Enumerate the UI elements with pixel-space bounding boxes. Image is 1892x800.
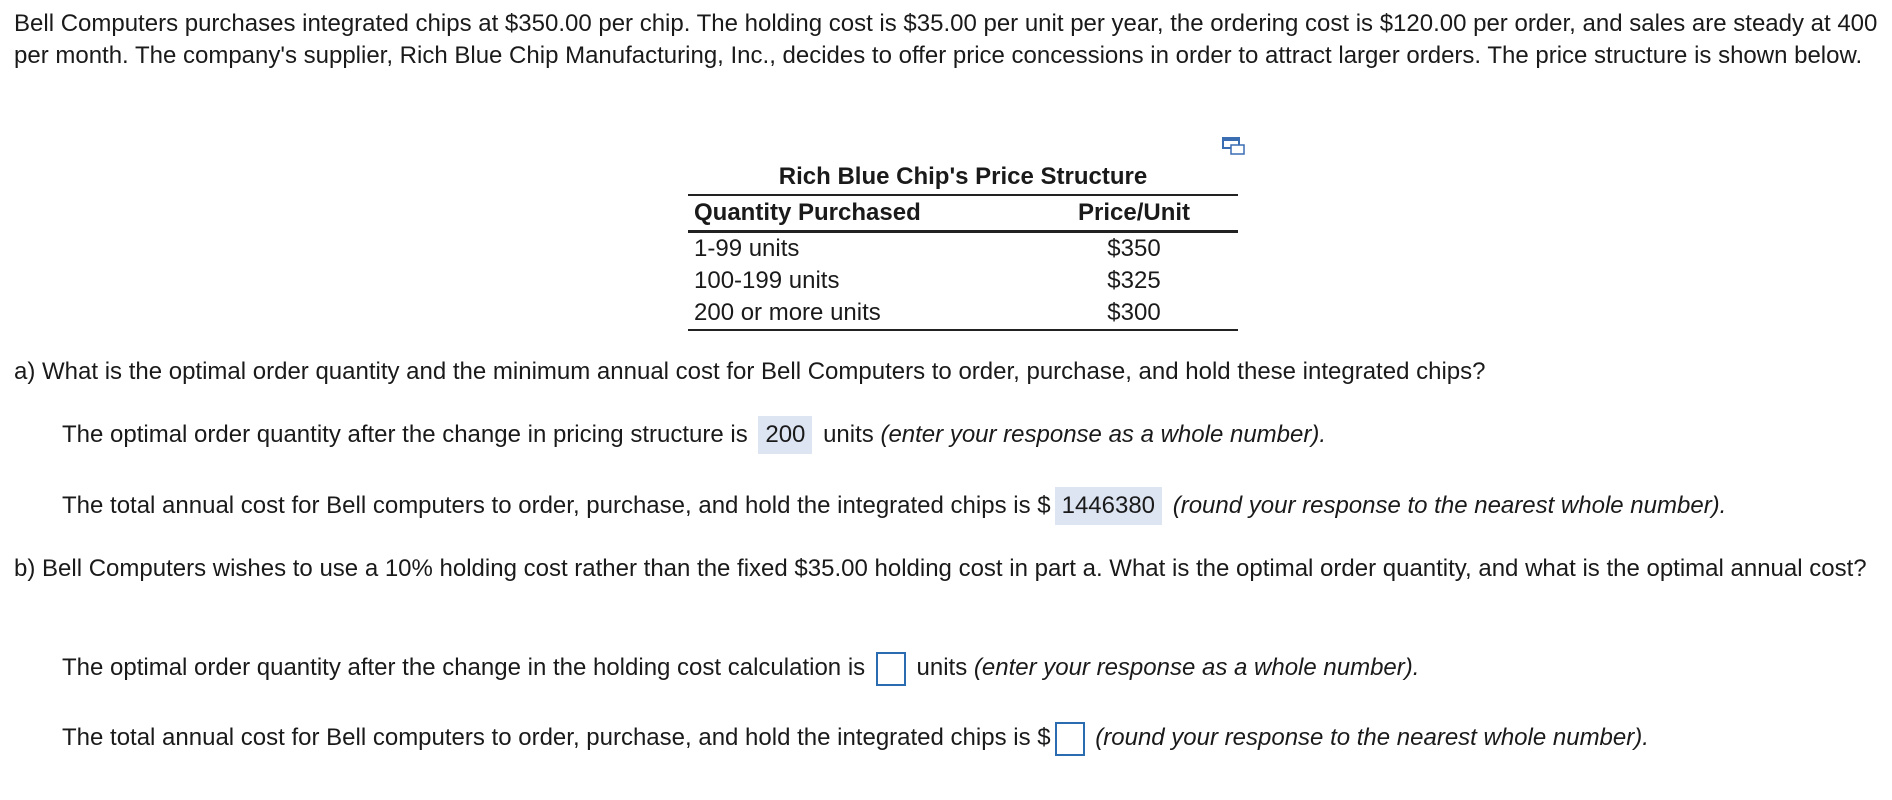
part-b-question: b) Bell Computers wishes to use a 10% holding cost rather than the fixed $35.00 holding cost in part a. What is the optimal order quantity, and what is the optimal annual cost? — [14, 555, 1867, 582]
problem-statement: Bell Computers purchases integrated chips at $350.00 per chip. The holding cost is $35.00 per unit per year, the ordering cost is $120.00 per order, and sales are steady at 400 per month. The company's supplier, Rich Blue Chip Manufacturing, Inc., decides to offer price concessions in order to attract larger orders. The price structure is shown below. — [14, 10, 1878, 69]
table-title: Rich Blue Chip's Price Structure — [778, 163, 1148, 190]
part-b-quantity-units: units — [916, 654, 968, 681]
part-a-quantity-units: units — [823, 421, 874, 448]
price-cell: $300 — [1030, 297, 1238, 330]
table-row — [688, 232, 1238, 266]
quantity-cell: 200 or more units — [688, 297, 1030, 330]
part-a-cost-prefix: The total annual cost for Bell computers to order, purchase, and hold the integrated chips is $ — [62, 492, 1051, 519]
table-row — [688, 265, 1238, 297]
price-structure-table-container — [688, 160, 1238, 331]
part-b-cost-answer-line — [62, 719, 1649, 757]
price-cell: $350 — [1107, 235, 1161, 262]
part-a-question: a) What is the optimal order quantity and the minimum annual cost for Bell Computers to order, purchase, and hold these integrated chips? — [14, 358, 1486, 385]
table-header-row — [688, 195, 1238, 232]
price-cell: $325 — [1107, 267, 1161, 294]
quantity-cell: 1-99 units — [694, 235, 800, 262]
part-a-quantity-input[interactable]: 200 — [758, 416, 812, 454]
quantity-cell: 100-199 units — [694, 267, 840, 294]
part-b-cost-hint: (round your response to the nearest whole number). — [1095, 724, 1649, 751]
popout-window-icon[interactable] — [1222, 136, 1246, 156]
part-a-cost-input[interactable]: 1446380 — [1055, 487, 1162, 525]
part-b-quantity-answer-line — [62, 649, 1419, 687]
part-b-cost-prefix: The total annual cost for Bell computers to order, purchase, and hold the integrated chips is $ — [62, 724, 1051, 751]
part-a-cost-answer-line — [62, 487, 1726, 525]
header-quantity-purchased: Quantity Purchased — [688, 195, 1030, 232]
price-structure-table — [688, 194, 1238, 331]
part-a-quantity-prefix: The optimal order quantity after the change in pricing structure is — [62, 421, 748, 448]
table-row — [688, 297, 1238, 330]
part-b-quantity-prefix: The optimal order quantity after the change in the holding cost calculation is — [62, 654, 866, 681]
part-a-cost-hint: (round your response to the nearest whole number). — [1172, 492, 1727, 519]
part-a-quantity-answer-line — [62, 416, 1326, 454]
part-b-quantity-input[interactable] — [876, 652, 906, 686]
part-b-quantity-hint: (enter your response as a whole number). — [973, 654, 1420, 681]
part-a-quantity-hint: (enter your response as a whole number). — [880, 421, 1327, 448]
header-price-per-unit: Price/Unit — [1030, 195, 1238, 232]
part-b-cost-input[interactable] — [1055, 722, 1085, 756]
